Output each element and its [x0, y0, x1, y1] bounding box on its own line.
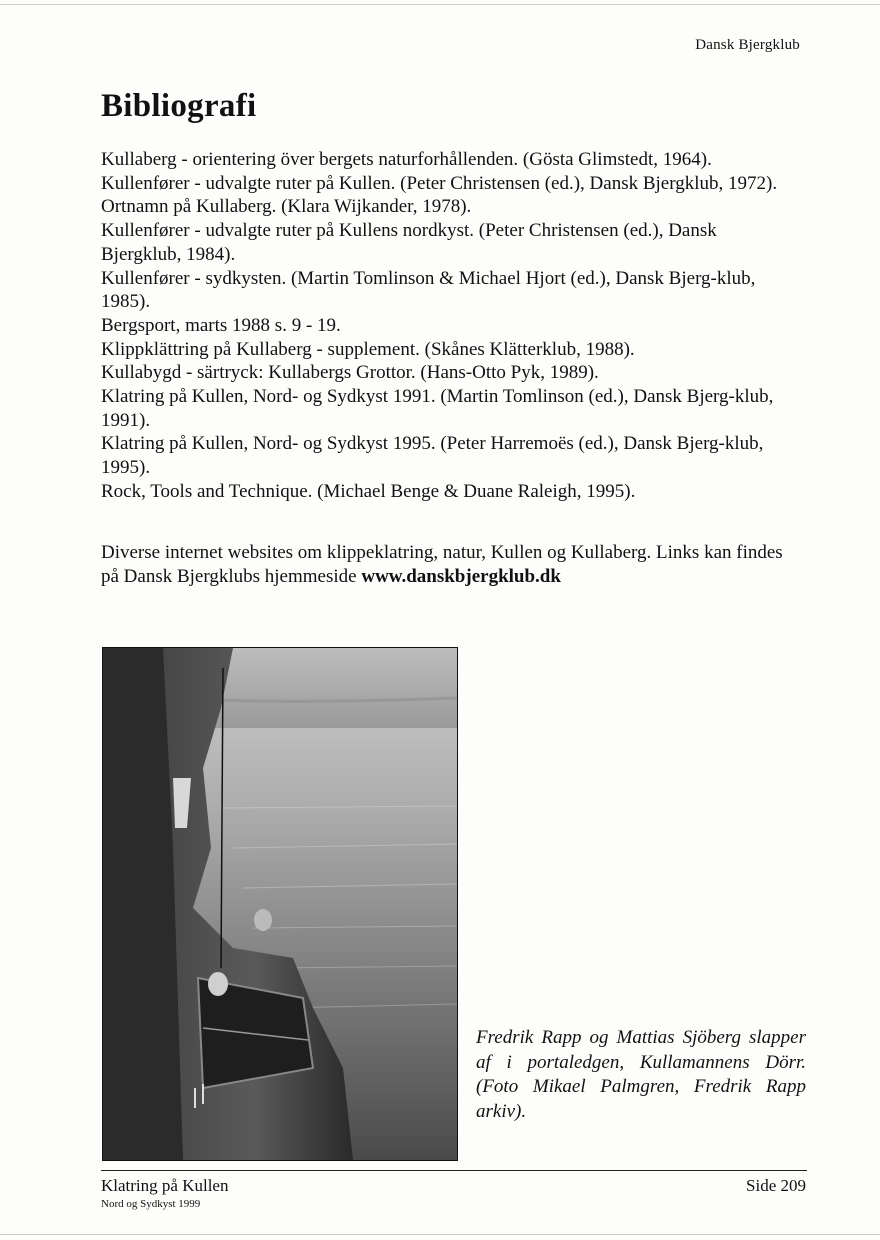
footer-divider — [101, 1170, 807, 1171]
page-number: Side 209 — [746, 1176, 806, 1195]
bibliography-entry: Klatring på Kullen, Nord- og Sydkyst 1995. (Peter Harremoës (ed.), Dansk Bjerg-klub, 1995). — [101, 433, 764, 479]
climbing-photo-image — [103, 648, 457, 1160]
bibliography-entry: Bergsport, marts 1988 s. 9 - 19. — [101, 314, 341, 336]
bibliography-entry: Kullenfører - udvalgte ruter på Kullens nordkyst. (Peter Christensen (ed.), Dansk Bjergklub, 1984). — [101, 220, 717, 265]
bibliography-list — [101, 148, 791, 504]
bibliography-entry: Rock, Tools and Technique. (Michael Benge & Duane Raleigh, 1995). — [101, 480, 636, 502]
bibliography-entry: Kullabygd - särtryck: Kullabergs Grottor. (Hans-Otto Pyk, 1989). — [101, 362, 599, 384]
running-header: Dansk Bjergklub — [695, 37, 800, 53]
internet-note — [101, 541, 801, 589]
footer-book-subtitle: Nord og Sydkyst 1999 — [101, 1198, 201, 1210]
bibliography-entry: Kullaberg - orientering över bergets naturforhållenden. (Gösta Glimstedt, 1964). — [101, 149, 712, 170]
bibliography-entry: Kullenfører - sydkysten. (Martin Tomlinson & Michael Hjort (ed.), Dansk Bjerg-klub, 1985). — [101, 267, 756, 313]
bibliography-entry: Kullenfører - udvalgte ruter på Kullen. (Peter Christensen (ed.), Dansk Bjergklub, 1972). — [101, 172, 778, 194]
climbing-photo — [102, 647, 458, 1161]
footer-book-title: Klatring på Kullen — [101, 1176, 229, 1195]
website-link[interactable]: www.danskbjergklub.dk — [361, 566, 561, 587]
internet-note-text: Diverse internet websites om klippeklatring, natur, Kullen og Kullaberg. Links kan findes på Dansk Bjergklubs hjemmeside — [101, 542, 783, 587]
bibliography-entry: Klippklättring på Kullaberg - supplement. (Skånes Klätterklub, 1988). — [101, 338, 635, 360]
bibliography-entry: Ortnamn på Kullaberg. (Klara Wijkander, 1978). — [101, 196, 472, 218]
page-title: Bibliografi — [101, 88, 257, 124]
scan-edge-top — [0, 4, 880, 5]
bibliography-entry: Klatring på Kullen, Nord- og Sydkyst 1991. (Martin Tomlinson (ed.), Dansk Bjerg-klub, 1991). — [101, 386, 774, 431]
photo-caption: Fredrik Rapp og Mattias Sjöberg slapper af i portaledgen, Kullamannens Dörr. (Foto Mikael Palmgren, Fredrik Rapp arkiv). — [476, 1027, 806, 1122]
scan-edge-bottom — [0, 1234, 880, 1235]
